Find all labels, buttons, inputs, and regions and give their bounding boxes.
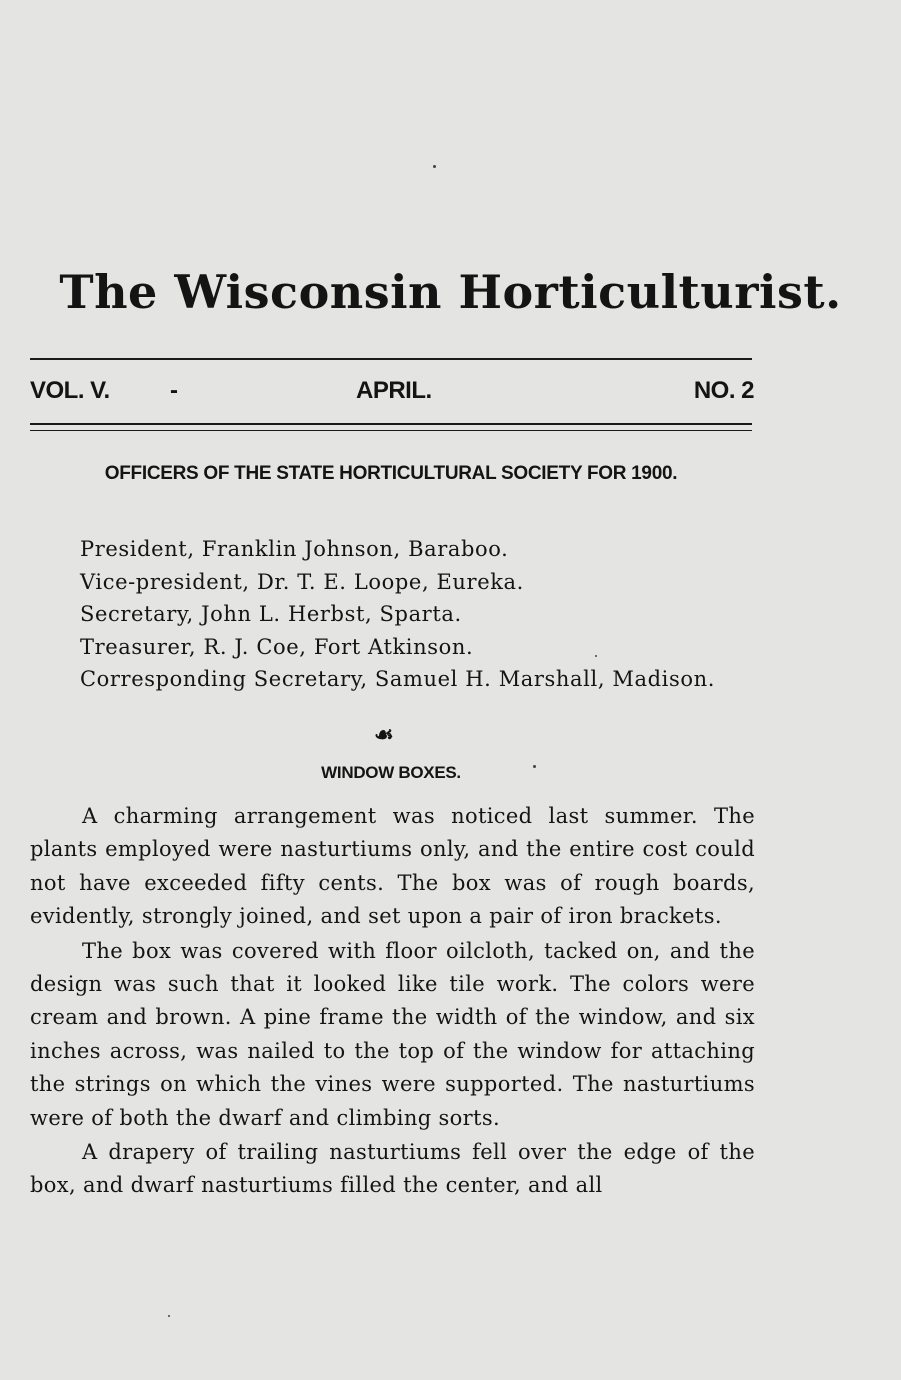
fleuron-ornament-icon: ☙ bbox=[374, 722, 394, 748]
officer-president: President, Franklin Johnson, Baraboo. bbox=[80, 537, 509, 561]
top-rule bbox=[30, 358, 752, 360]
issue-number: NO. 2 bbox=[693, 377, 754, 404]
paper-speck bbox=[433, 165, 436, 168]
double-rule-lower bbox=[30, 430, 752, 431]
issue-line bbox=[30, 377, 754, 411]
officer-vice-president: Vice-president, Dr. T. E. Loope, Eureka. bbox=[80, 569, 524, 594]
officer-treasurer: Treasurer, R. J. Coe, Fort Atkinson. bbox=[80, 634, 474, 659]
paper-speck bbox=[168, 1315, 170, 1317]
masthead-title: The Wisconsin Horticulturist. bbox=[59, 265, 842, 319]
paper-speck bbox=[595, 655, 597, 657]
article-paragraph: A drapery of trailing nasturtiums fell over the edge of the box, and dwarf nasturtiums filled the center, and all bbox=[30, 1140, 755, 1198]
officers-heading: OFFICERS OF THE STATE HORTICULTURAL SOCIETY FOR 1900. bbox=[104, 463, 678, 484]
officer-secretary: Secretary, John L. Herbst, Sparta. bbox=[80, 602, 462, 626]
article-heading: WINDOW BOXES. bbox=[321, 763, 461, 782]
officers-list bbox=[80, 533, 715, 696]
issue-separator: - bbox=[170, 377, 178, 404]
article-paragraph: The box was covered with floor oilcloth, tacked on, and the design was such that it looked like tile work. The colors were cream and brown. A pine frame the width of the window, and six inches across, was nailed to the top of the window for attaching the strings on which the vines were supported. The nasturtiums were of both the dwarf and climbing sorts. bbox=[30, 938, 755, 1130]
paper-speck bbox=[533, 765, 536, 768]
issue-month: APRIL. bbox=[356, 377, 432, 404]
article-body bbox=[30, 800, 755, 1204]
officer-corresponding-secretary: Corresponding Secretary, Samuel H. Marshall, Madison. bbox=[80, 667, 715, 691]
volume-label: VOL. V. bbox=[30, 377, 110, 404]
double-rule-upper bbox=[30, 423, 752, 425]
article-paragraph: A charming arrangement was noticed last summer. The plants employed were nasturtiums only, and the entire cost could not have exceeded fifty cents. The box was of rough boards, evidently, strongly joined, and set upon a pair of iron brackets. bbox=[30, 804, 755, 929]
